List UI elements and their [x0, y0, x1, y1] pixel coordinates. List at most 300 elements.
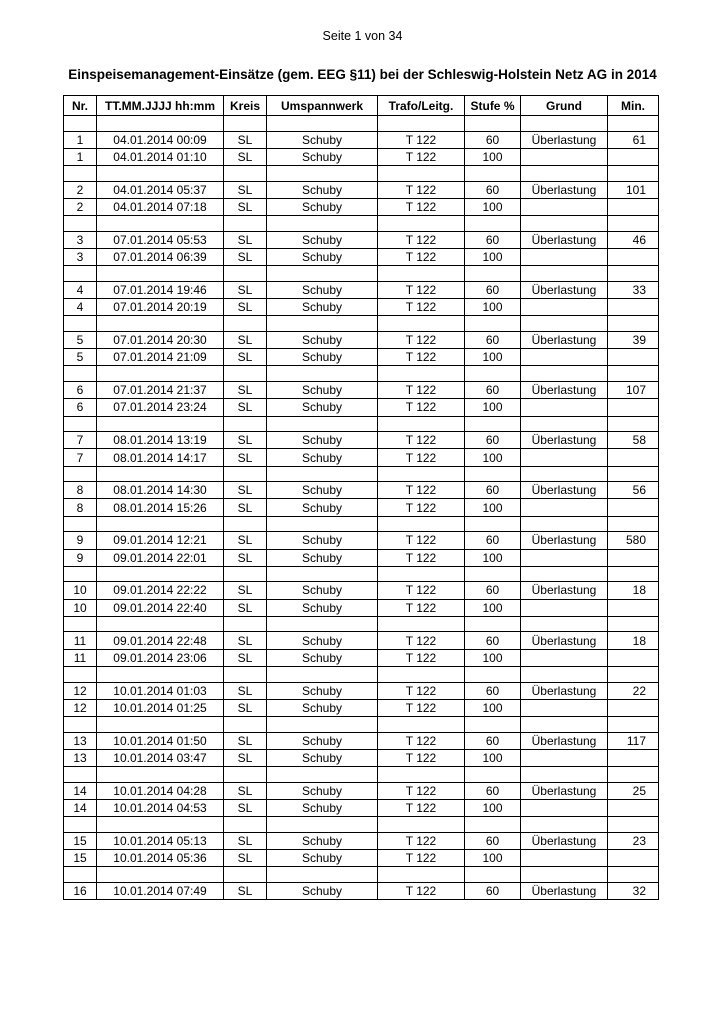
- empty-cell: [378, 566, 465, 582]
- empty-cell: [267, 566, 378, 582]
- cell-kreis: SL: [224, 482, 267, 499]
- empty-cell: [267, 116, 378, 132]
- cell-stufe: 100: [465, 198, 521, 215]
- empty-cell: [64, 116, 97, 132]
- cell-datetime: 10.01.2014 01:03: [97, 682, 224, 699]
- cell-trafo: T 122: [378, 749, 465, 766]
- cell-min: 18: [608, 582, 659, 599]
- cell-stufe: 100: [465, 399, 521, 416]
- cell-datetime: 08.01.2014 13:19: [97, 432, 224, 449]
- empty-cell: [267, 717, 378, 733]
- empty-cell: [378, 767, 465, 783]
- empty-cell: [378, 817, 465, 833]
- cell-datetime: 07.01.2014 20:19: [97, 299, 224, 316]
- table-row: [64, 482, 659, 499]
- empty-cell: [608, 667, 659, 683]
- spacer-row: [64, 166, 659, 182]
- page-number: Seite 1 von 34: [322, 29, 403, 43]
- cell-trafo: T 122: [378, 682, 465, 699]
- empty-cell: [224, 616, 267, 632]
- cell-umspannwerk: Schuby: [267, 349, 378, 366]
- table-row: [64, 749, 659, 766]
- cell-stufe: 60: [465, 532, 521, 549]
- cell-stufe: 100: [465, 749, 521, 766]
- cell-datetime: 07.01.2014 05:53: [97, 231, 224, 248]
- empty-cell: [608, 366, 659, 382]
- spacer-row: [64, 266, 659, 282]
- empty-cell: [64, 667, 97, 683]
- cell-stufe: 60: [465, 682, 521, 699]
- empty-cell: [521, 466, 608, 482]
- cell-umspannwerk: Schuby: [267, 549, 378, 566]
- cell-stufe: 60: [465, 582, 521, 599]
- cell-nr: 13: [64, 749, 97, 766]
- cell-umspannwerk: Schuby: [267, 299, 378, 316]
- header-grund: Grund: [521, 96, 608, 116]
- empty-cell: [64, 266, 97, 282]
- empty-cell: [521, 316, 608, 332]
- cell-datetime: 07.01.2014 19:46: [97, 281, 224, 298]
- cell-datetime: 04.01.2014 00:09: [97, 131, 224, 148]
- cell-min: [608, 549, 659, 566]
- empty-cell: [378, 616, 465, 632]
- cell-stufe: 60: [465, 882, 521, 899]
- cell-umspannwerk: Schuby: [267, 381, 378, 398]
- cell-min: 101: [608, 181, 659, 198]
- empty-cell: [97, 717, 224, 733]
- spacer-row: [64, 466, 659, 482]
- cell-nr: 4: [64, 299, 97, 316]
- cell-nr: 6: [64, 399, 97, 416]
- cell-umspannwerk: Schuby: [267, 599, 378, 616]
- cell-umspannwerk: Schuby: [267, 649, 378, 666]
- cell-nr: 15: [64, 850, 97, 867]
- table-row: [64, 399, 659, 416]
- spacer-row: [64, 416, 659, 432]
- table-row: [64, 882, 659, 899]
- cell-grund: Überlastung: [521, 432, 608, 449]
- cell-datetime: 07.01.2014 23:24: [97, 399, 224, 416]
- cell-min: [608, 800, 659, 817]
- cell-min: [608, 850, 659, 867]
- cell-stufe: 100: [465, 299, 521, 316]
- empty-cell: [97, 466, 224, 482]
- cell-grund: [521, 148, 608, 165]
- cell-trafo: T 122: [378, 432, 465, 449]
- table-row: [64, 148, 659, 165]
- cell-umspannwerk: Schuby: [267, 248, 378, 265]
- table-row: [64, 299, 659, 316]
- empty-cell: [224, 116, 267, 132]
- empty-cell: [521, 116, 608, 132]
- cell-umspannwerk: Schuby: [267, 449, 378, 466]
- cell-nr: 10: [64, 582, 97, 599]
- header-min: Min.: [608, 96, 659, 116]
- empty-cell: [608, 817, 659, 833]
- cell-kreis: SL: [224, 649, 267, 666]
- cell-grund: Überlastung: [521, 482, 608, 499]
- empty-cell: [267, 266, 378, 282]
- empty-cell: [608, 416, 659, 432]
- empty-cell: [608, 767, 659, 783]
- empty-cell: [521, 717, 608, 733]
- cell-stufe: 60: [465, 231, 521, 248]
- empty-cell: [378, 216, 465, 232]
- cell-grund: Überlastung: [521, 381, 608, 398]
- empty-cell: [64, 717, 97, 733]
- cell-datetime: 09.01.2014 22:48: [97, 632, 224, 649]
- empty-cell: [465, 867, 521, 883]
- empty-cell: [97, 166, 224, 182]
- cell-kreis: SL: [224, 800, 267, 817]
- cell-trafo: T 122: [378, 532, 465, 549]
- table-row: [64, 198, 659, 215]
- cell-trafo: T 122: [378, 782, 465, 799]
- cell-trafo: T 122: [378, 732, 465, 749]
- cell-grund: Überlastung: [521, 131, 608, 148]
- spacer-row: [64, 316, 659, 332]
- empty-cell: [378, 266, 465, 282]
- cell-umspannwerk: Schuby: [267, 131, 378, 148]
- cell-min: 18: [608, 632, 659, 649]
- table-row: [64, 732, 659, 749]
- cell-umspannwerk: Schuby: [267, 281, 378, 298]
- cell-grund: [521, 850, 608, 867]
- empty-cell: [521, 817, 608, 833]
- cell-grund: Überlastung: [521, 782, 608, 799]
- cell-trafo: T 122: [378, 331, 465, 348]
- cell-kreis: SL: [224, 549, 267, 566]
- cell-stufe: 60: [465, 832, 521, 849]
- empty-cell: [608, 266, 659, 282]
- cell-nr: 9: [64, 532, 97, 549]
- header-stufe: Stufe %: [465, 96, 521, 116]
- empty-cell: [378, 667, 465, 683]
- empty-cell: [465, 266, 521, 282]
- cell-min: [608, 248, 659, 265]
- spacer-row: [64, 717, 659, 733]
- cell-stufe: 100: [465, 449, 521, 466]
- table-row: [64, 850, 659, 867]
- cell-grund: Überlastung: [521, 682, 608, 699]
- header-nr: Nr.: [64, 96, 97, 116]
- empty-cell: [608, 516, 659, 532]
- cell-stufe: 100: [465, 800, 521, 817]
- data-table: [63, 95, 659, 900]
- cell-trafo: T 122: [378, 381, 465, 398]
- cell-min: [608, 699, 659, 716]
- cell-umspannwerk: Schuby: [267, 231, 378, 248]
- cell-grund: [521, 649, 608, 666]
- cell-min: 117: [608, 732, 659, 749]
- cell-datetime: 10.01.2014 05:13: [97, 832, 224, 849]
- table-row: [64, 599, 659, 616]
- cell-umspannwerk: Schuby: [267, 399, 378, 416]
- cell-datetime: 10.01.2014 01:25: [97, 699, 224, 716]
- cell-nr: 14: [64, 782, 97, 799]
- spacer-row: [64, 216, 659, 232]
- empty-cell: [465, 817, 521, 833]
- empty-cell: [64, 767, 97, 783]
- empty-cell: [267, 166, 378, 182]
- cell-datetime: 08.01.2014 15:26: [97, 499, 224, 516]
- cell-nr: 12: [64, 699, 97, 716]
- empty-cell: [224, 566, 267, 582]
- empty-cell: [224, 216, 267, 232]
- table-row: [64, 449, 659, 466]
- cell-datetime: 04.01.2014 05:37: [97, 181, 224, 198]
- empty-cell: [521, 767, 608, 783]
- cell-trafo: T 122: [378, 281, 465, 298]
- empty-cell: [521, 616, 608, 632]
- table-row: [64, 331, 659, 348]
- empty-cell: [224, 316, 267, 332]
- cell-min: [608, 148, 659, 165]
- cell-kreis: SL: [224, 231, 267, 248]
- empty-cell: [521, 566, 608, 582]
- cell-min: 58: [608, 432, 659, 449]
- empty-cell: [521, 166, 608, 182]
- empty-cell: [608, 616, 659, 632]
- cell-grund: Überlastung: [521, 632, 608, 649]
- empty-cell: [521, 366, 608, 382]
- cell-min: 23: [608, 832, 659, 849]
- cell-min: [608, 299, 659, 316]
- cell-datetime: 08.01.2014 14:17: [97, 449, 224, 466]
- cell-stufe: 60: [465, 131, 521, 148]
- cell-trafo: T 122: [378, 399, 465, 416]
- cell-nr: 11: [64, 632, 97, 649]
- empty-cell: [267, 216, 378, 232]
- cell-stufe: 100: [465, 248, 521, 265]
- cell-trafo: T 122: [378, 131, 465, 148]
- cell-trafo: T 122: [378, 850, 465, 867]
- table-row: [64, 632, 659, 649]
- cell-min: [608, 449, 659, 466]
- spacer-row: [64, 817, 659, 833]
- cell-grund: [521, 449, 608, 466]
- empty-cell: [378, 366, 465, 382]
- header-umspannwerk: Umspannwerk: [267, 96, 378, 116]
- cell-datetime: 09.01.2014 22:01: [97, 549, 224, 566]
- empty-cell: [608, 216, 659, 232]
- cell-grund: [521, 749, 608, 766]
- empty-cell: [378, 516, 465, 532]
- empty-cell: [608, 166, 659, 182]
- cell-nr: 12: [64, 682, 97, 699]
- empty-cell: [378, 717, 465, 733]
- cell-min: 61: [608, 131, 659, 148]
- cell-kreis: SL: [224, 632, 267, 649]
- cell-nr: 2: [64, 198, 97, 215]
- empty-cell: [224, 266, 267, 282]
- cell-umspannwerk: Schuby: [267, 732, 378, 749]
- cell-umspannwerk: Schuby: [267, 499, 378, 516]
- cell-stufe: 100: [465, 148, 521, 165]
- empty-cell: [267, 616, 378, 632]
- cell-trafo: T 122: [378, 549, 465, 566]
- cell-umspannwerk: Schuby: [267, 198, 378, 215]
- cell-kreis: SL: [224, 248, 267, 265]
- cell-trafo: T 122: [378, 599, 465, 616]
- empty-cell: [465, 416, 521, 432]
- cell-grund: [521, 549, 608, 566]
- cell-nr: 7: [64, 449, 97, 466]
- cell-nr: 7: [64, 432, 97, 449]
- cell-grund: [521, 248, 608, 265]
- cell-grund: Überlastung: [521, 231, 608, 248]
- cell-kreis: SL: [224, 331, 267, 348]
- empty-cell: [608, 867, 659, 883]
- cell-kreis: SL: [224, 299, 267, 316]
- cell-min: [608, 599, 659, 616]
- cell-stufe: 60: [465, 632, 521, 649]
- cell-stufe: 60: [465, 381, 521, 398]
- cell-umspannwerk: Schuby: [267, 331, 378, 348]
- cell-min: 46: [608, 231, 659, 248]
- table-row: [64, 432, 659, 449]
- cell-nr: 8: [64, 499, 97, 516]
- empty-cell: [608, 566, 659, 582]
- cell-trafo: T 122: [378, 649, 465, 666]
- cell-min: 107: [608, 381, 659, 398]
- table-body: [64, 116, 659, 900]
- cell-nr: 16: [64, 882, 97, 899]
- cell-datetime: 10.01.2014 04:28: [97, 782, 224, 799]
- empty-cell: [267, 366, 378, 382]
- empty-cell: [97, 817, 224, 833]
- empty-cell: [521, 216, 608, 232]
- empty-cell: [97, 116, 224, 132]
- cell-nr: 1: [64, 148, 97, 165]
- table-row: [64, 800, 659, 817]
- cell-trafo: T 122: [378, 632, 465, 649]
- cell-nr: 4: [64, 281, 97, 298]
- empty-cell: [608, 717, 659, 733]
- empty-cell: [97, 416, 224, 432]
- cell-kreis: SL: [224, 349, 267, 366]
- cell-grund: Überlastung: [521, 532, 608, 549]
- cell-stufe: 60: [465, 782, 521, 799]
- cell-min: [608, 749, 659, 766]
- empty-cell: [97, 516, 224, 532]
- table-row: [64, 131, 659, 148]
- cell-stufe: 100: [465, 599, 521, 616]
- cell-datetime: 09.01.2014 22:22: [97, 582, 224, 599]
- empty-cell: [378, 466, 465, 482]
- empty-cell: [97, 316, 224, 332]
- cell-nr: 3: [64, 248, 97, 265]
- table-row: [64, 181, 659, 198]
- cell-nr: 8: [64, 482, 97, 499]
- cell-nr: 15: [64, 832, 97, 849]
- empty-cell: [97, 266, 224, 282]
- cell-min: [608, 198, 659, 215]
- cell-umspannwerk: Schuby: [267, 832, 378, 849]
- cell-umspannwerk: Schuby: [267, 882, 378, 899]
- cell-kreis: SL: [224, 181, 267, 198]
- table-row: [64, 582, 659, 599]
- empty-cell: [465, 616, 521, 632]
- cell-stufe: 60: [465, 732, 521, 749]
- cell-trafo: T 122: [378, 832, 465, 849]
- cell-kreis: SL: [224, 449, 267, 466]
- cell-datetime: 08.01.2014 14:30: [97, 482, 224, 499]
- cell-datetime: 04.01.2014 01:10: [97, 148, 224, 165]
- empty-cell: [224, 817, 267, 833]
- cell-stufe: 60: [465, 181, 521, 198]
- cell-nr: 11: [64, 649, 97, 666]
- empty-cell: [608, 116, 659, 132]
- empty-cell: [465, 566, 521, 582]
- cell-trafo: T 122: [378, 699, 465, 716]
- cell-nr: 5: [64, 349, 97, 366]
- cell-grund: Überlastung: [521, 732, 608, 749]
- table-row: [64, 231, 659, 248]
- empty-cell: [521, 416, 608, 432]
- document-title: Einspeisemanagement-Einsätze (gem. EEG §11) bei der Schleswig-Holstein Netz AG in 2014: [68, 67, 657, 82]
- cell-kreis: SL: [224, 699, 267, 716]
- empty-cell: [97, 867, 224, 883]
- empty-cell: [378, 116, 465, 132]
- empty-cell: [64, 316, 97, 332]
- spacer-row: [64, 616, 659, 632]
- cell-umspannwerk: Schuby: [267, 181, 378, 198]
- empty-cell: [465, 466, 521, 482]
- empty-cell: [224, 867, 267, 883]
- spacer-row: [64, 516, 659, 532]
- cell-grund: [521, 699, 608, 716]
- cell-nr: 14: [64, 800, 97, 817]
- cell-nr: 10: [64, 599, 97, 616]
- cell-trafo: T 122: [378, 499, 465, 516]
- empty-cell: [465, 316, 521, 332]
- cell-trafo: T 122: [378, 248, 465, 265]
- cell-datetime: 10.01.2014 03:47: [97, 749, 224, 766]
- cell-grund: Überlastung: [521, 181, 608, 198]
- cell-grund: Überlastung: [521, 281, 608, 298]
- cell-min: 32: [608, 882, 659, 899]
- cell-datetime: 07.01.2014 21:09: [97, 349, 224, 366]
- cell-nr: 6: [64, 381, 97, 398]
- cell-datetime: 10.01.2014 04:53: [97, 800, 224, 817]
- spacer-row: [64, 566, 659, 582]
- cell-min: [608, 399, 659, 416]
- cell-grund: Überlastung: [521, 331, 608, 348]
- empty-cell: [465, 216, 521, 232]
- cell-grund: [521, 399, 608, 416]
- empty-cell: [267, 466, 378, 482]
- empty-cell: [465, 166, 521, 182]
- cell-stufe: 100: [465, 349, 521, 366]
- cell-min: [608, 649, 659, 666]
- empty-cell: [608, 466, 659, 482]
- empty-cell: [378, 867, 465, 883]
- cell-trafo: T 122: [378, 449, 465, 466]
- table-row: [64, 832, 659, 849]
- cell-umspannwerk: Schuby: [267, 749, 378, 766]
- cell-kreis: SL: [224, 832, 267, 849]
- empty-cell: [64, 166, 97, 182]
- cell-umspannwerk: Schuby: [267, 482, 378, 499]
- table-row: [64, 649, 659, 666]
- cell-kreis: SL: [224, 850, 267, 867]
- cell-grund: [521, 299, 608, 316]
- cell-nr: 5: [64, 331, 97, 348]
- empty-cell: [64, 216, 97, 232]
- empty-cell: [97, 216, 224, 232]
- cell-kreis: SL: [224, 399, 267, 416]
